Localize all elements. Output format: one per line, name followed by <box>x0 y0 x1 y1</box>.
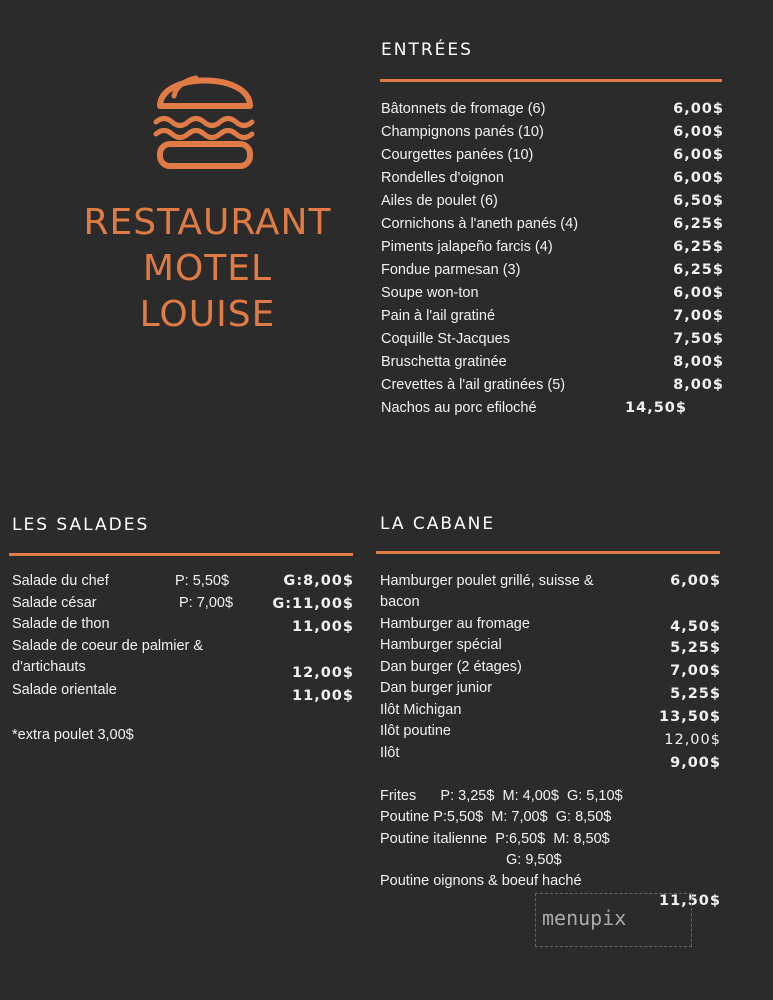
watermark <box>535 893 692 947</box>
size-small-price: P: 5,50$ <box>175 573 230 589</box>
entrees-divider <box>380 79 722 82</box>
item-price: 8,00$ <box>673 377 724 393</box>
item-price: 6,00$ <box>673 147 724 163</box>
item-price: 6,00$ <box>673 285 724 301</box>
size-large-price: G:8,00$ <box>283 573 354 589</box>
list-item: Dan burger junior <box>380 680 493 696</box>
list-item: Champignons panés (10) <box>381 124 544 140</box>
list-item: Hamburger poulet grillé, suisse & <box>380 573 594 589</box>
list-item: Ilôt poutine <box>380 723 451 739</box>
list-item: Dan burger (2 étages) <box>380 659 522 675</box>
list-item: Salade orientale <box>12 682 117 698</box>
list-item: Salade de thon <box>12 616 110 632</box>
size-small-price: P: 7,00$ <box>179 595 234 611</box>
list-item: Piments jalapeño farcis (4) <box>381 239 553 255</box>
list-item: Poutine oignons & boeuf haché <box>380 873 582 889</box>
list-item: Soupe won-ton <box>381 285 479 301</box>
list-item: Salade de coeur de palmier & <box>12 638 204 654</box>
item-price: 11,00$ <box>292 688 354 704</box>
item-price: 4,50$ <box>670 619 721 635</box>
list-item: Bruschetta gratinée <box>381 354 507 370</box>
brand-line-1: RESTAURANT <box>83 202 332 243</box>
item-price: 12,00$ <box>664 732 721 748</box>
list-item: Salade césar <box>12 595 97 611</box>
list-item: Bâtonnets de fromage (6) <box>381 101 546 117</box>
restaurant-name <box>60 200 355 338</box>
salades-title: LES SALADES <box>12 515 150 535</box>
item-price: 6,25$ <box>673 239 724 255</box>
item-price: 6,25$ <box>673 216 724 232</box>
item-price: 6,00$ <box>670 573 721 589</box>
item-price: 5,25$ <box>670 686 721 702</box>
list-item: Ailes de poulet (6) <box>381 193 498 209</box>
item-price: 5,25$ <box>670 640 721 656</box>
list-item: Cornichons à l'aneth panés (4) <box>381 216 579 232</box>
list-item: Ilôt <box>380 745 400 761</box>
list-item: Hamburger spécial <box>380 637 502 653</box>
item-price: 11,00$ <box>292 619 354 635</box>
list-item-cont: bacon <box>380 594 420 610</box>
cabane-divider <box>376 551 720 554</box>
salades-divider <box>9 553 353 556</box>
cabane-title: LA CABANE <box>380 514 496 534</box>
brand-line-3: LOUISE <box>139 294 276 335</box>
entrees-title: ENTRÉES <box>381 40 473 60</box>
poutine-sizes: Poutine P:5,50$ M: 7,00$ G: 8,50$ <box>380 809 612 825</box>
item-price: 6,00$ <box>673 124 724 140</box>
item-price: 6,00$ <box>673 101 724 117</box>
item-price: 6,50$ <box>673 193 724 209</box>
item-price: 13,50$ <box>659 709 721 725</box>
size-large-price: G:11,00$ <box>272 596 354 612</box>
item-price: 7,50$ <box>673 331 724 347</box>
item-price: 6,00$ <box>673 170 724 186</box>
list-item: Coquille St-Jacques <box>381 331 510 347</box>
list-item: Crevettes à l'ail gratinées (5) <box>381 377 566 393</box>
list-item-cont: d'artichauts <box>12 659 86 675</box>
item-price: 6,25$ <box>673 262 724 278</box>
brand-line-2: MOTEL <box>142 248 273 289</box>
poutine-italienne-sizes: Poutine italienne P:6,50$ M: 8,50$ <box>380 831 610 847</box>
poutine-italienne-large: G: 9,50$ <box>506 852 562 868</box>
list-item: Hamburger au fromage <box>380 616 530 632</box>
list-item: Nachos au porc efiloché <box>381 400 537 416</box>
item-price: 7,00$ <box>673 308 724 324</box>
frites-sizes: Frites P: 3,25$ M: 4,00$ G: 5,10$ <box>380 788 623 804</box>
burger-logo-icon <box>150 62 265 172</box>
list-item: Rondelles d'oignon <box>381 170 504 186</box>
item-price: 14,50$ <box>625 400 687 416</box>
list-item: Courgettes panées (10) <box>381 147 534 163</box>
salades-note: *extra poulet 3,00$ <box>12 727 134 743</box>
list-item: Ilôt Michigan <box>380 702 462 718</box>
item-price: 12,00$ <box>292 665 354 681</box>
item-price: 11,50$ <box>659 893 721 909</box>
item-price: 8,00$ <box>673 354 724 370</box>
list-item: Fondue parmesan (3) <box>381 262 521 278</box>
watermark-text: menupix <box>542 906 627 930</box>
list-item: Salade du chef <box>12 573 109 589</box>
item-price: 7,00$ <box>670 663 721 679</box>
list-item: Pain à l'ail gratiné <box>381 308 496 324</box>
item-price: 9,00$ <box>670 755 721 771</box>
